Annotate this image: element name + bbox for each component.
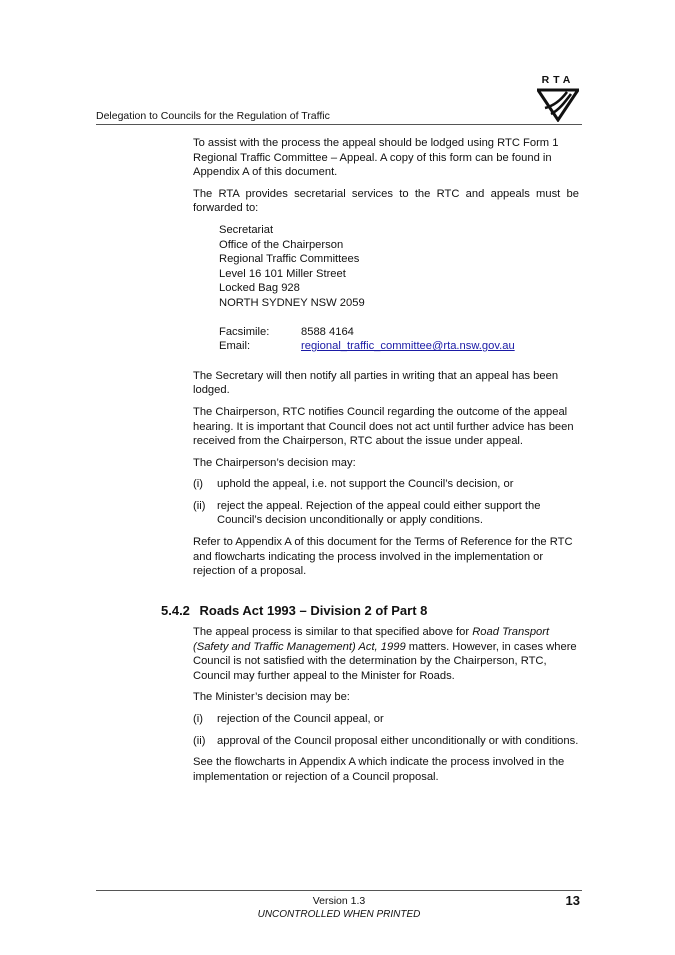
list-number: (i) xyxy=(193,478,203,491)
secretarial-paragraph: The RTA provides secretarial services to the RTC and appeals must be forwarded to: xyxy=(193,187,579,215)
facsimile-label: Facsimile: xyxy=(219,325,270,338)
list-item xyxy=(193,734,579,749)
list-item xyxy=(193,712,579,727)
facsimile-row xyxy=(219,325,579,340)
address-line: NORTH SYDNEY NSW 2059 xyxy=(219,296,365,309)
contact-details xyxy=(219,325,579,354)
email-label: Email: xyxy=(219,340,251,353)
list-item xyxy=(193,499,579,528)
refer-paragraph: Refer to Appendix A of this document for the Terms of Reference for the RTC and flowcharts indicating the process involved in the implementation or rejection of a proposal. xyxy=(193,536,573,578)
page-number: 13 xyxy=(565,893,580,908)
document-title: Delegation to Councils for the Regulation of Traffic xyxy=(96,110,330,122)
rta-logo-text: RTA xyxy=(541,74,575,86)
list-text: reject the appeal. Rejection of the appeal could either support the Council’s decision unconditionally or apply conditions. xyxy=(217,499,541,527)
list-text: rejection of the Council appeal, or xyxy=(217,712,384,725)
appeal-process-text-a: The appeal process is similar to that specified above for xyxy=(193,626,473,638)
facsimile-value: 8588 4164 xyxy=(301,325,354,338)
appeal-process-text-b: matters. However, in cases where Council is not satisfied with the determination by the Chairperson, RTC, Council may further appeal to the Minister for Roads. xyxy=(193,640,577,682)
address-line: Regional Traffic Committees xyxy=(219,253,360,266)
chairperson-paragraph: The Chairperson, RTC notifies Council regarding the outcome of the appeal hearing. It is important that Council does not act until further advice has been received from the Chairperson, RTC about the issue under appeal. xyxy=(193,405,574,448)
section-number: 5.4.2 xyxy=(161,603,190,618)
header-divider xyxy=(96,124,582,125)
notify-paragraph: The Secretary will then notify all parties in writing that an appeal has been lodged. xyxy=(193,369,559,397)
address-line: Level 16 101 Miller Street xyxy=(219,267,346,280)
address-line: Secretariat xyxy=(219,223,274,236)
rta-logo xyxy=(532,74,584,126)
email-row xyxy=(219,339,579,354)
section-content xyxy=(193,625,579,791)
section-title: Roads Act 1993 – Division 2 of Part 8 xyxy=(199,603,428,618)
minister-paragraph: The Minister’s decision may be: xyxy=(193,691,350,704)
intro-paragraph: To assist with the process the appeal should be lodged using RTC Form 1 Regional Traffic Committee – Appeal. A copy of this form can be found in Appendix A of this document. xyxy=(193,137,559,179)
rta-logo-icon xyxy=(537,88,579,122)
section-heading xyxy=(161,603,427,618)
body-content xyxy=(193,136,579,586)
footer-version: Version 1.3 xyxy=(312,895,366,907)
address-line: Office of the Chairperson xyxy=(219,238,344,251)
list-text: uphold the appeal, i.e. not support the Council’s decision, or xyxy=(217,478,514,491)
list-number: (ii) xyxy=(193,734,206,747)
list-number: (ii) xyxy=(193,499,206,512)
decision-paragraph: The Chairperson’s decision may: xyxy=(193,456,356,469)
list-item xyxy=(193,477,579,492)
footer-divider xyxy=(96,890,582,891)
address-line: Locked Bag 928 xyxy=(219,282,300,295)
list-text: approval of the Council proposal either unconditionally or with conditions. xyxy=(217,734,579,747)
footer-uncontrolled-notice: UNCONTROLLED WHEN PRINTED xyxy=(257,909,421,920)
list-number: (i) xyxy=(193,712,203,725)
postal-address xyxy=(219,223,579,311)
appeal-process-paragraph xyxy=(193,625,579,683)
act-name-italic: Road Transport (Safety and Traffic Management) Act, 1999 xyxy=(193,626,550,653)
flowcharts-paragraph: See the flowcharts in Appendix A which indicate the process involved in the implementation or rejection of a Council proposal. xyxy=(193,756,565,783)
email-link[interactable]: regional_traffic_committee@rta.nsw.gov.au xyxy=(301,340,515,353)
